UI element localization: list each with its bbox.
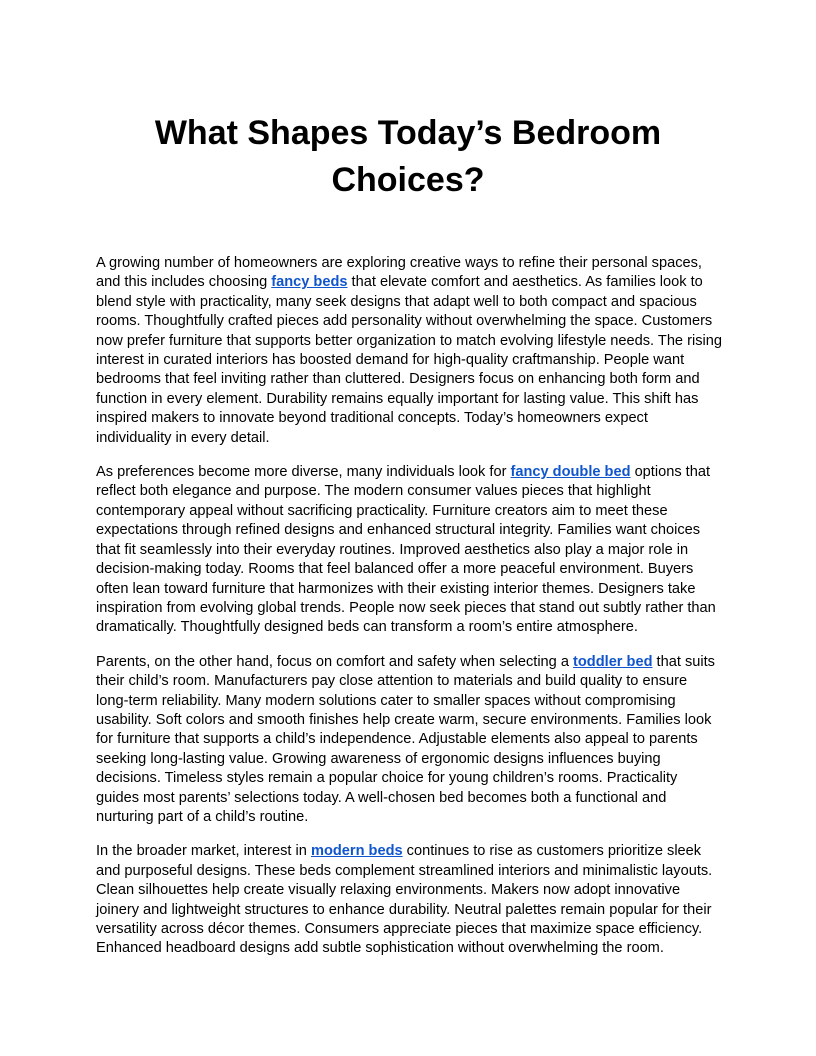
link-modern-beds[interactable]: modern beds — [310, 843, 403, 860]
paragraph-text: As preferences become more diverse, many individuals look for — [96, 464, 511, 481]
paragraph-text: continues to rise as customers prioritize sleek and purposeful designs. These beds complement streamlined interiors and minimalistic layouts. Clean silhouettes help create visually relaxing environments. Makers now adopt innovative joinery and lightweight structures to enhance durability. Neutral palettes remain popular for their versatility across décor themes. Consumers appreciate pieces that maximize space efficiency. Enhanced headboard designs add subtle sophistication without overwhelming the room. — [96, 843, 713, 957]
paragraph-text: In the broader market, interest in — [96, 843, 311, 860]
link-fancy-double-bed[interactable]: fancy double bed — [510, 464, 631, 481]
paragraph-3 — [96, 653, 722, 828]
paragraph-text: A growing number of homeowners are exploring creative ways to refine their personal spaces, and this includes choosing — [96, 255, 702, 291]
paragraph-4 — [96, 842, 722, 958]
paragraph-2 — [96, 463, 722, 638]
paragraph-text: Parents, on the other hand, focus on comfort and safety when selecting a — [96, 653, 574, 670]
paragraph-text: options that reflect both elegance and purpose. The modern consumer values pieces that highlight contemporary appeal without sacrificing practicality. Furniture creators aim to meet these expectations through refined designs and enhanced structural integrity. Families want choices that fit seamlessly into their everyday routines. Improved aesthetics also play a major role in decision-making today. Rooms that feel balanced offer a more peaceful environment. Buyers often lean toward furniture that harmonizes with their existing interior themes. Designers take inspiration from evolving global trends. People now seek pieces that stand out subtly rather than dramatically. Thoughtfully designed beds can transform a room’s entire atmosphere. — [96, 464, 716, 636]
link-fancy-beds[interactable]: fancy beds — [271, 274, 348, 291]
article-body — [96, 254, 722, 974]
link-toddler-bed[interactable]: toddler bed — [573, 653, 653, 670]
paragraph-text: that elevate comfort and aesthetics. As families look to blend style with practicality, many seek designs that adapt well to both compact and spacious rooms. Thoughtfully crafted pieces add personality without overwhelming the space. Customers now prefer furniture that supports better organization to match evolving lifestyle needs. The rising interest in curated interiors has boosted demand for high-quality craftmanship. People want bedrooms that feel inviting rather than cluttered. Designers focus on enhancing both form and function in every element. Durability remains equally important for lasting value. This shift has inspired makers to innovate beyond traditional concepts. Today’s homeowners expect individuality in every detail. — [96, 274, 722, 446]
paragraph-text: that suits their child’s room. Manufacturers pay close attention to materials and build quality to ensure long-term reliability. Many modern solutions cater to smaller spaces without compromising usability. Soft colors and smooth finishes help create warm, secure environments. Families look for furniture that supports a child’s independence. Adjustable elements also appeal to parents seeking long-lasting value. Growing awareness of ergonomic designs influences buying decisions. Timeless styles remain a popular choice for young children’s rooms. Practicality guides most parents’ selections today. A well-chosen bed becomes both a functional and nurturing part of a child’s routine. — [96, 653, 715, 825]
page-title: What Shapes Today’s Bedroom Choices? — [154, 114, 662, 199]
paragraph-1 — [96, 254, 722, 448]
